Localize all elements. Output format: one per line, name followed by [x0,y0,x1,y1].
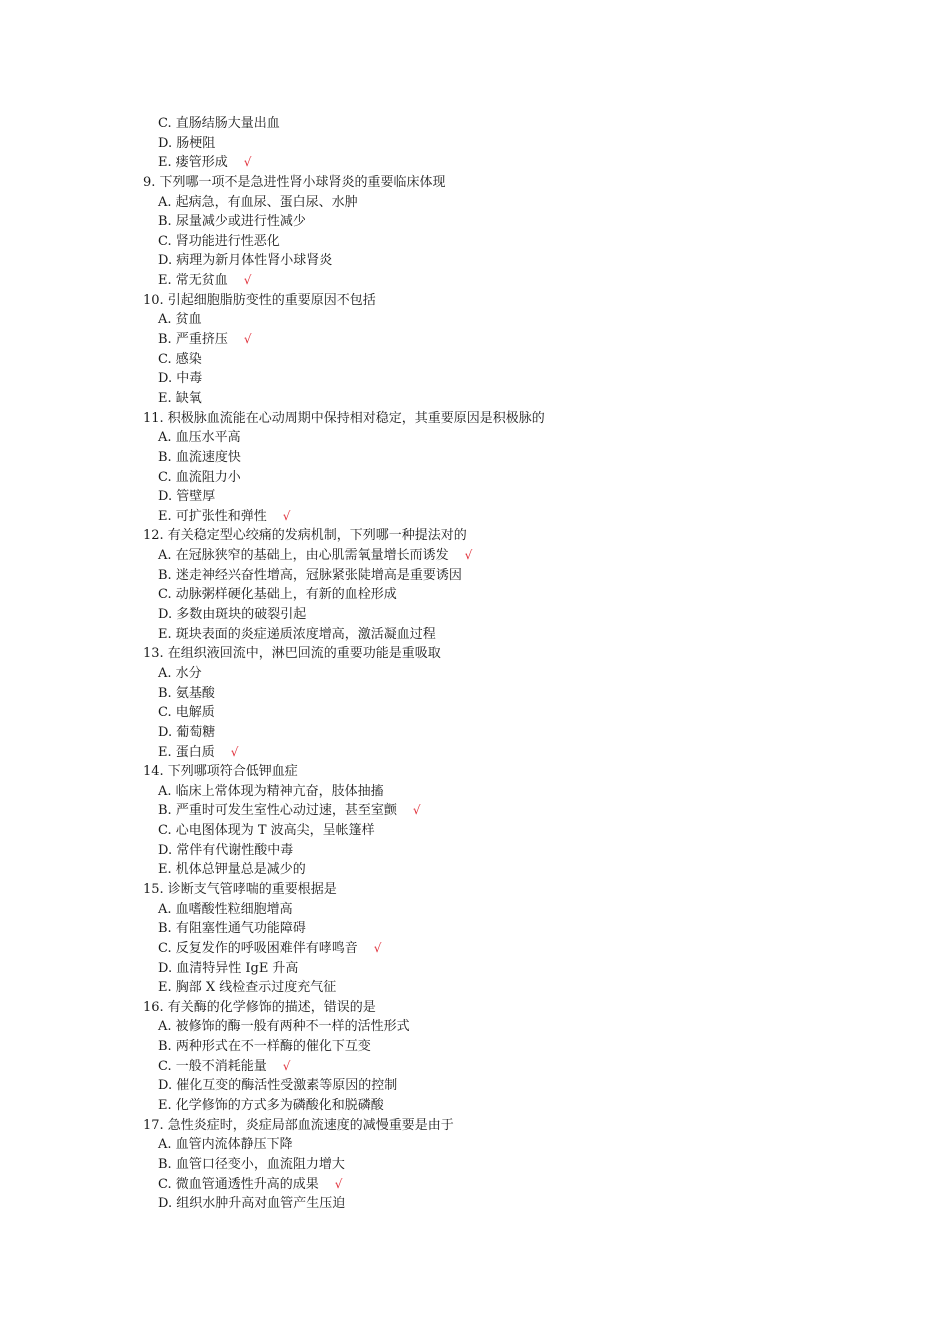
answer-option [143,232,823,252]
answer-option [143,448,823,468]
answer-option [143,919,823,939]
answer-option [143,1017,823,1037]
question-stem-text: 16. 有关酶的化学修饰的描述，错误的是 [143,999,376,1015]
answer-option [143,487,823,507]
answer-option [143,959,823,979]
answer-option [143,271,823,291]
answer-option [143,900,823,920]
answer-option-text: C. 血流阻力小 [158,469,241,485]
answer-option-text: C. 一般不消耗能量 [158,1058,267,1074]
answer-option-text: A. 血嗜酸性粒细胞增高 [158,901,293,917]
answer-option [143,625,823,645]
answer-option-text: A. 在冠脉狭窄的基础上，由心肌需氧量增长而诱发 [158,548,449,564]
answer-option-text: D. 葡萄糖 [158,724,216,740]
check-mark-icon: √ [334,1176,343,1191]
answer-option-text: B. 两种形式在不一样酶的催化下互变 [158,1039,371,1055]
answer-option-text: D. 肠梗阻 [158,135,216,151]
answer-option-text: B. 血管口径变小，血流阻力增大 [158,1156,345,1172]
answer-option [143,251,823,271]
exam-page [143,114,823,1214]
answer-option [143,1135,823,1155]
answer-option [143,664,823,684]
answer-option-text: A. 血管内流体静压下降 [158,1137,293,1153]
question-stem-text: 12. 有关稳定型心绞痛的发病机制，下列哪一种提法对的 [143,528,467,544]
answer-option-text: A. 起病急，有血尿、蛋白尿、水肿 [158,194,358,210]
answer-option-text: D. 多数由斑块的破裂引起 [158,607,307,623]
answer-option [143,134,823,154]
answer-option [143,330,823,350]
answer-option-text: C. 电解质 [158,705,215,721]
answer-option-text: D. 血清特异性 IgE 升高 [158,960,299,976]
answer-option [143,389,823,409]
answer-option-text: B. 血流速度快 [158,449,241,465]
answer-option [143,684,823,704]
answer-option [143,1037,823,1057]
check-mark-icon: √ [243,155,252,170]
question-stem [143,409,823,429]
answer-option [143,212,823,232]
check-mark-icon: √ [412,803,421,818]
answer-option [143,743,823,763]
answer-option-text: C. 微血管通透性升高的成果 [158,1176,319,1192]
question-stem-text: 10. 引起细胞脂肪变性的重要原因不包括 [143,292,376,308]
answer-option-text: E. 机体总钾量总是减少的 [158,862,306,878]
answer-option [143,1175,823,1195]
answer-option [143,860,823,880]
answer-option-text: E. 可扩张性和弹性 [158,508,267,524]
answer-option [143,801,823,821]
answer-option-text: C. 感染 [158,351,202,367]
answer-option [143,350,823,370]
answer-option [143,193,823,213]
answer-option [143,546,823,566]
answer-option [143,1155,823,1175]
question-stem [143,526,823,546]
answer-option-text: D. 常伴有代谢性酸中毒 [158,842,294,858]
answer-option [143,114,823,134]
question-stem-text: 13. 在组织液回流中，淋巴回流的重要功能是重吸取 [143,646,441,662]
answer-option-text: E. 常无贫血 [158,273,228,289]
answer-option-text: E. 瘘管形成 [158,155,228,171]
question-stem-text: 17. 急性炎症时，炎症局部血流速度的减慢重要是由于 [143,1117,454,1133]
answer-option-text: E. 蛋白质 [158,744,215,760]
check-mark-icon: √ [464,548,473,563]
answer-option [143,1057,823,1077]
answer-option-text: C. 肾功能进行性恶化 [158,233,280,249]
answer-option-text: D. 中毒 [158,371,203,387]
answer-option [143,978,823,998]
answer-option [143,369,823,389]
question-stem [143,644,823,664]
answer-option [143,310,823,330]
question-stem [143,998,823,1018]
answer-option [143,605,823,625]
check-mark-icon: √ [373,940,382,955]
answer-option-text: E. 缺氧 [158,390,202,406]
check-mark-icon: √ [282,1058,291,1073]
question-stem [143,880,823,900]
answer-option [143,782,823,802]
answer-option [143,939,823,959]
question-stem-text: 15. 诊断支气管哮喘的重要根据是 [143,881,337,897]
answer-option-text: A. 临床上常体现为精神亢奋，肢体抽搐 [158,783,384,799]
answer-option-text: B. 尿量减少或进行性减少 [158,214,306,230]
answer-option-text: D. 病理为新月体性肾小球肾炎 [158,253,333,269]
answer-option [143,153,823,173]
question-stem-text: 14. 下列哪项符合低钾血症 [143,764,298,780]
answer-option-text: B. 有阻塞性通气功能障碍 [158,921,306,937]
question-stem [143,173,823,193]
question-stem [143,291,823,311]
answer-option-text: B. 严重时可发生室性心动过速，甚至室颤 [158,803,397,819]
question-stem-text: 11. 积极脉血流能在心动周期中保持相对稳定，其重要原因是积极脉的 [143,410,545,426]
answer-option [143,703,823,723]
check-mark-icon: √ [282,508,291,523]
answer-option-text: D. 管壁厚 [158,489,216,505]
answer-option-text: D. 催化互变的酶活性受激素等原因的控制 [158,1078,398,1094]
answer-option-text: A. 被修饰的酶一般有两种不一样的活性形式 [158,1019,410,1035]
answer-option [143,585,823,605]
answer-option-text: B. 迷走神经兴奋性增高，冠脉紧张陡增高是重要诱因 [158,567,462,583]
answer-option-text: E. 斑块表面的炎症递质浓度增高，激活凝血过程 [158,626,436,642]
answer-option [143,428,823,448]
answer-option-text: D. 组织水肿升高对血管产生压迫 [158,1196,346,1212]
check-mark-icon: √ [230,744,239,759]
check-mark-icon: √ [243,273,252,288]
answer-option [143,468,823,488]
question-stem-text: 9. 下列哪一项不是急进性肾小球肾炎的重要临床体现 [143,174,446,190]
answer-option-text: C. 心电图体现为 T 波高尖，呈帐篷样 [158,823,375,839]
check-mark-icon: √ [243,332,252,347]
answer-option [143,821,823,841]
question-stem [143,1116,823,1136]
answer-option [143,723,823,743]
answer-option-text: C. 直肠结肠大量出血 [158,116,280,131]
answer-option-text: C. 动脉粥样硬化基础上，有新的血栓形成 [158,587,397,603]
answer-option-text: E. 化学修饰的方式多为磷酸化和脱磷酸 [158,1098,384,1114]
answer-option [143,841,823,861]
answer-option-text: A. 贫血 [158,312,202,328]
answer-option-text: B. 严重挤压 [158,332,228,348]
answer-option [143,1096,823,1116]
answer-option-text: E. 胸部 X 线检查示过度充气征 [158,980,337,996]
answer-option-text: C. 反复发作的呼吸困难伴有哮鸣音 [158,940,358,956]
answer-option [143,1076,823,1096]
answer-option-text: A. 血压水平高 [158,430,241,446]
answer-option [143,1194,823,1214]
question-stem [143,762,823,782]
answer-option [143,507,823,527]
answer-option-text: A. 水分 [158,665,202,681]
answer-option-text: B. 氨基酸 [158,685,215,701]
answer-option [143,566,823,586]
